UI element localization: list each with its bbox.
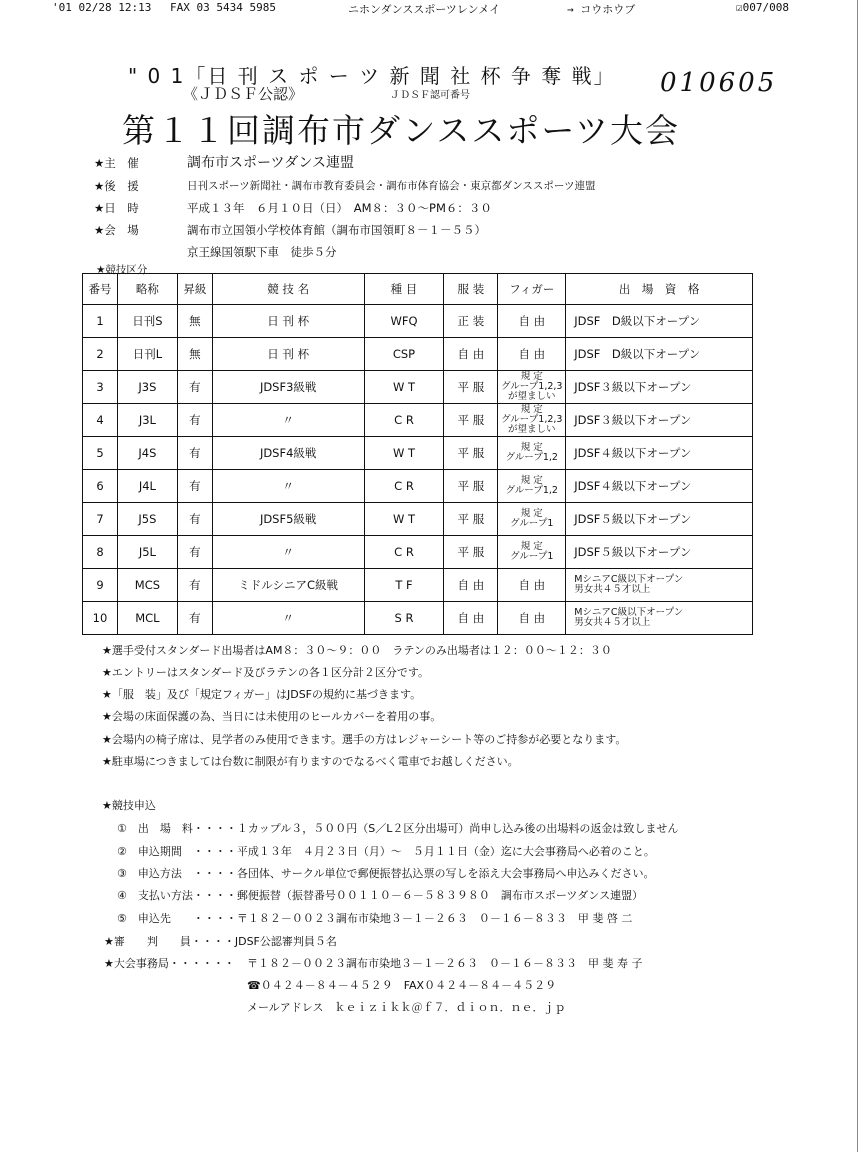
table-row <box>83 305 753 338</box>
cell-event-name: ミドルシニアC級戦 <box>212 569 364 602</box>
cell-number: 5 <box>83 437 118 470</box>
note-entry: ★エントリーはスタンダード及びラテンの各１区分計２区分です。 <box>102 666 429 679</box>
cell-eligibility: JDSF５級以下オープン <box>566 503 753 536</box>
cell-promotion: 有 <box>177 470 212 503</box>
info-value-venue: 調布市立国領小学校体育館（調布市国領町８－１－５５） <box>187 223 486 237</box>
approval-label: ＪＤＳＦ認可番号 <box>390 90 470 101</box>
cell-abbr: MCL <box>117 602 177 635</box>
cell-abbr: 日刊L <box>117 338 177 371</box>
cell-promotion: 有 <box>177 437 212 470</box>
apply-destination: ⑤ 申込先 ・・・・〒１８２－００２３調布市染地３－１－２６３ ０－１６－８３３ 甲 斐 啓 二 <box>117 912 633 925</box>
cell-abbr: J5S <box>117 503 177 536</box>
cell-promotion: 有 <box>177 569 212 602</box>
table-row <box>83 371 753 404</box>
cell-dances: W T <box>364 437 444 470</box>
cell-eligibility: JDSF D級以下オープン <box>566 338 753 371</box>
cell-number: 9 <box>83 569 118 602</box>
office-phone: ☎０４２４－８４－４５２９ FAX０４２４－８４－４５２９ <box>247 979 557 992</box>
note-dress-rules: ★「服 装」及び「規定フィガー」はJDSFの規約に基づきます。 <box>102 688 422 701</box>
table-row <box>83 602 753 635</box>
fax-page: ☑007/008 <box>736 1 789 14</box>
table-row <box>83 569 753 602</box>
cell-dances: C R <box>364 536 444 569</box>
cell-event-name: JDSF5級戦 <box>212 503 364 536</box>
cell-dances: W T <box>364 371 444 404</box>
cell-figure: 規 定 グループ1,2 <box>498 470 566 503</box>
cell-event-name: 〃 <box>212 602 364 635</box>
cell-dress: 平 服 <box>444 404 498 437</box>
cell-abbr: J5L <box>117 536 177 569</box>
cell-number: 10 <box>83 602 118 635</box>
cell-figure: 自 由 <box>498 569 566 602</box>
cell-dress: 自 由 <box>444 602 498 635</box>
note-seating: ★会場内の椅子席は、見学者のみ使用できます。選手の方はレジャーシート等のご持参が必要となります。 <box>102 733 627 746</box>
judges: ★審 判 員・・・・JDSF公認審判員５名 <box>104 935 337 948</box>
cell-figure: 規 定 グループ1,2 <box>498 437 566 470</box>
header-event-name: 競 技 名 <box>212 274 364 305</box>
cell-event-name: 〃 <box>212 536 364 569</box>
cell-figure: 自 由 <box>498 602 566 635</box>
cell-number: 8 <box>83 536 118 569</box>
scan-edge-line <box>857 0 858 1152</box>
cell-eligibility: MシニアC級以下オープン 男女共４５才以上 <box>566 569 753 602</box>
info-label-venue: ★会 場 <box>94 223 139 237</box>
header-abbr: 略称 <box>117 274 177 305</box>
cell-event-name: JDSF3級戦 <box>212 371 364 404</box>
cell-figure: 規 定 グループ1 <box>498 536 566 569</box>
apply-method: ③ 申込方法 ・・・・各団体、サークル単位で郵便振替払込票の写しを添え大会事務局へ申込みください。 <box>117 867 655 880</box>
note-reception: ★選手受付スタンダード出場者はAM８：３０～９：００ ラテンのみ出場者は１２：００～１２：３０ <box>102 644 612 657</box>
apply-payment: ④ 支払い方法・・・・郵便振替（振替番号００１１０－６－５８３９８０ 調布市スポーツダンス連盟） <box>117 889 644 902</box>
cell-abbr: MCS <box>117 569 177 602</box>
cell-figure: 規 定 グループ1,2,3 が望ましい <box>498 371 566 404</box>
cell-dress: 平 服 <box>444 437 498 470</box>
cell-promotion: 有 <box>177 536 212 569</box>
cell-eligibility: JDSF D級以下オープン <box>566 305 753 338</box>
cell-number: 6 <box>83 470 118 503</box>
cell-promotion: 有 <box>177 371 212 404</box>
header-promotion: 昇級 <box>177 274 212 305</box>
cell-abbr: 日刊S <box>117 305 177 338</box>
cell-figure: 規 定 グループ1,2,3 が望ましい <box>498 404 566 437</box>
cell-dress: 平 服 <box>444 536 498 569</box>
table-row <box>83 503 753 536</box>
cell-dances: S R <box>364 602 444 635</box>
info-value-host: 調布市スポーツダンス連盟 <box>187 155 355 171</box>
cell-dances: W T <box>364 503 444 536</box>
info-value-sponsor: 日刊スポーツ新聞社・調布市教育委員会・調布市体育協会・東京都ダンススポーツ連盟 <box>187 180 596 192</box>
apply-fee: ① 出 場 料・・・・１カップル３，５００円（S／L２区分出場可）尚申し込み後の出場料の返金は致しません <box>117 822 679 835</box>
cell-dances: WFQ <box>364 305 444 338</box>
cell-dances: C R <box>364 404 444 437</box>
cell-number: 1 <box>83 305 118 338</box>
header-eligibility: 出 場 資 格 <box>566 274 753 305</box>
cell-dress: 平 服 <box>444 503 498 536</box>
cell-eligibility: JDSF４級以下オープン <box>566 437 753 470</box>
header-dress: 服 装 <box>444 274 498 305</box>
fax-recipient: → コウホウブ <box>567 3 636 16</box>
header-figure: フィガー <box>498 274 566 305</box>
table-row <box>83 536 753 569</box>
fax-sender: ニホンダンススポーツレンメイ <box>348 3 501 16</box>
cell-figure: 自 由 <box>498 305 566 338</box>
fax-number: FAX 03 5434 5985 <box>170 1 276 14</box>
cell-number: 2 <box>83 338 118 371</box>
fax-date: '01 02/28 12:13 <box>52 1 152 14</box>
table-header-row <box>83 274 753 305</box>
info-value-access: 京王線国領駅下車 徒歩５分 <box>187 245 337 259</box>
cell-eligibility: MシニアC級以下オープン 男女共４５才以上 <box>566 602 753 635</box>
cell-number: 4 <box>83 404 118 437</box>
cell-abbr: J4L <box>117 470 177 503</box>
cell-dress: 平 服 <box>444 371 498 404</box>
cell-promotion: 無 <box>177 338 212 371</box>
cell-event-name: JDSF4級戦 <box>212 437 364 470</box>
office-label: ★大会事務局・・・・・・ <box>104 957 235 970</box>
cell-event-name: 〃 <box>212 470 364 503</box>
cell-promotion: 有 <box>177 404 212 437</box>
table-row <box>83 437 753 470</box>
cell-figure: 自 由 <box>498 338 566 371</box>
office-address: 〒１８２－００２３調布市染地３－１－２６３ ０－１６－８３３ 甲 斐 寿 子 <box>247 957 643 970</box>
office-email: メールアドレス ｋｅｉｚｉｋｋ＠ｆ７．ｄｉｏｎ．ｎｅ．ｊｐ <box>247 1001 566 1014</box>
table-row <box>83 470 753 503</box>
cell-event-name: 〃 <box>212 404 364 437</box>
cell-eligibility: JDSF３級以下オープン <box>566 404 753 437</box>
apply-title: ★競技申込 <box>102 799 156 812</box>
approval-number-handwritten: 010605 <box>660 68 778 98</box>
cell-dances: CSP <box>364 338 444 371</box>
cell-abbr: J4S <box>117 437 177 470</box>
page-title: 第１１回調布市ダンススポーツ大会 <box>122 111 681 150</box>
jdsf-approved: 《ＪＤＳＦ公認》 <box>183 85 304 103</box>
cell-dress: 平 服 <box>444 470 498 503</box>
cell-figure: 規 定 グループ1 <box>498 503 566 536</box>
cell-eligibility: JDSF３級以下オープン <box>566 371 753 404</box>
cell-number: 7 <box>83 503 118 536</box>
header-number: 番号 <box>83 274 118 305</box>
header-dances: 種 目 <box>364 274 444 305</box>
cell-dress: 自 由 <box>444 569 498 602</box>
cell-dress: 正 装 <box>444 305 498 338</box>
apply-period: ② 申込期間 ・・・・平成１３年 ４月２３日（月）～ ５月１１日（金）迄に大会事務局へ必着のこと。 <box>117 845 655 858</box>
cell-abbr: J3S <box>117 371 177 404</box>
cell-event-name: 日 刊 杯 <box>212 305 364 338</box>
cell-promotion: 有 <box>177 503 212 536</box>
table-row <box>83 338 753 371</box>
cell-dress: 自 由 <box>444 338 498 371</box>
cell-abbr: J3L <box>117 404 177 437</box>
info-label-host: ★主 催 <box>94 156 139 170</box>
info-label-sponsor: ★後 援 <box>94 179 139 193</box>
cell-dances: T F <box>364 569 444 602</box>
cell-number: 3 <box>83 371 118 404</box>
info-value-date: 平成１３年 ６月１０日（日） AM８：３０～PM６：３０ <box>187 201 492 215</box>
table-title: ★競技区分 <box>96 264 148 276</box>
subtitle-cup: " 0 1「日 刊 ス ポ ー ツ 新 聞 社 杯 争 奪 戦」 <box>128 64 616 88</box>
cell-promotion: 有 <box>177 602 212 635</box>
cell-promotion: 無 <box>177 305 212 338</box>
cell-eligibility: JDSF５級以下オープン <box>566 536 753 569</box>
cell-dances: C R <box>364 470 444 503</box>
competition-table <box>82 273 753 635</box>
cell-event-name: 日 刊 杯 <box>212 338 364 371</box>
note-parking: ★駐車場につきましては台数に制限が有りますのでなるべく電車でお越しください。 <box>102 755 519 768</box>
cell-eligibility: JDSF４級以下オープン <box>566 470 753 503</box>
table-row <box>83 404 753 437</box>
info-label-date: ★日 時 <box>94 201 139 215</box>
note-heel-cover: ★会場の床面保護の為、当日には未使用のヒールカバーを着用の事。 <box>102 710 442 723</box>
